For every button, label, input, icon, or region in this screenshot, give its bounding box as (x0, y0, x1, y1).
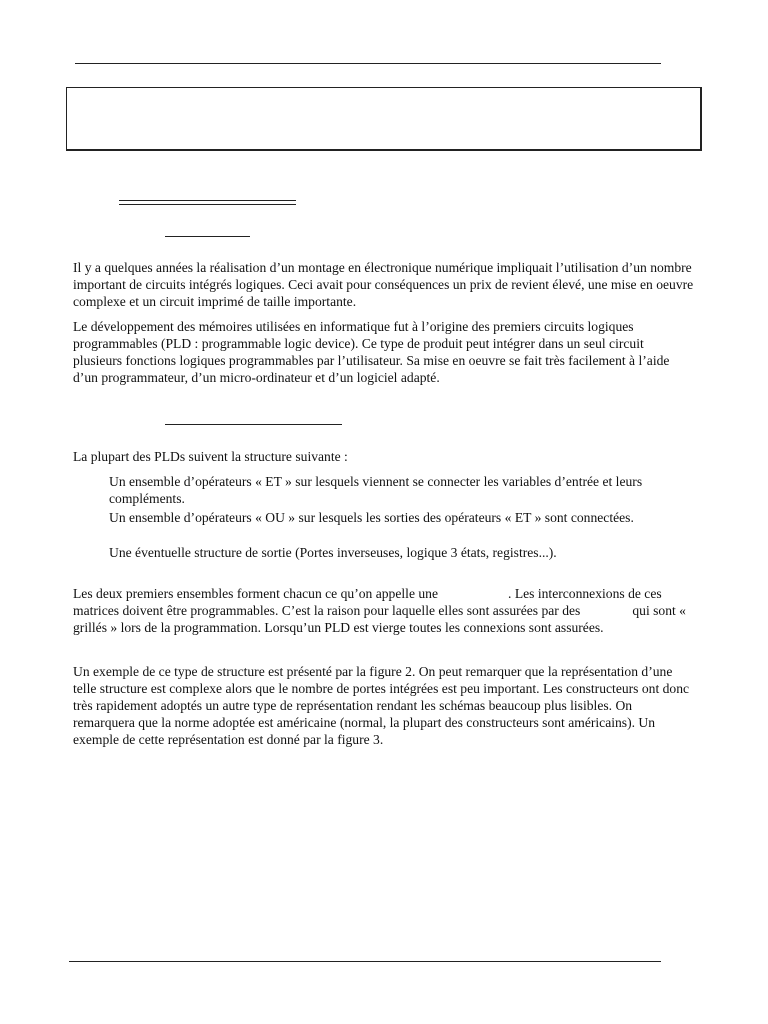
list-item-or-operators: Un ensemble d’opérateurs « OU » sur lesquels les sorties des opérateurs « ET » sont connectées. (109, 510, 634, 525)
list-item-and-operators: Un ensemble d’opérateurs « ET » sur lesquels viennent se connecter les variables d’entrée et leurs compléments. (109, 474, 643, 506)
title-box (66, 87, 702, 151)
matrix-text-a: Les deux premiers ensembles forment chacun ce qu’on appelle une (73, 586, 439, 601)
subsection-heading-underline-2 (165, 424, 342, 425)
intro-paragraph-2: Le développement des mémoires utilisées en informatique fut à l’origine des premiers circuits logiques programmables (PLD : programmable logic device). Ce type de produit peut intégrer dans un seul circuit plusieurs fonctions logiques programmables par l’utilisateur. Sa mise en oeuvre se fait très facilement à l’aide d’un programmateur, d’un micro-ordinateur et d’un logiciel adapté. (73, 319, 670, 385)
structure-lead: La plupart des PLDs suivent la structure suivante : (73, 449, 348, 464)
matrix-text-b: . Les interconnexions de ces matrices doivent être programmables. C’est la raison pour laquelle elles sont assurées par des (73, 586, 662, 618)
footer-rule (69, 961, 661, 962)
example-paragraph: Un exemple de ce type de structure est présenté par la figure 2. On peut remarquer que la représentation d’une telle structure est complexe alors que le nombre de portes intégrées est peu important. Les constructeurs ont donc très rapidement adoptés un autre type de représentation rendant les schémas beaucoup plus lisibles. On remarquera que la norme adoptée est américaine (normal, la plupart des constructeurs sont américains). Un exemple de cette représentation est donné par la figure 3. (73, 664, 690, 747)
header-rule (75, 63, 661, 64)
subsection-heading-underline (165, 236, 250, 237)
section-heading-underline (119, 200, 296, 205)
matrix-text-c: qui sont « grillés » lors de la programmation. Lorsqu’un PLD est vierge toutes les connexions sont assurées. (73, 603, 686, 635)
matrix-paragraph (73, 585, 695, 636)
list-item-output-structure: Une éventuelle structure de sortie (Portes inverseuses, logique 3 états, registres...). (109, 545, 557, 560)
intro-paragraph-1: Il y a quelques années la réalisation d’un montage en électronique numérique impliquait l’utilisation d’un nombre important de circuits intégrés logiques. Ceci avait pour conséquences un prix de revient élevé, une mise en oeuvre complexe et un circuit imprimé de taille importante. (73, 260, 694, 309)
